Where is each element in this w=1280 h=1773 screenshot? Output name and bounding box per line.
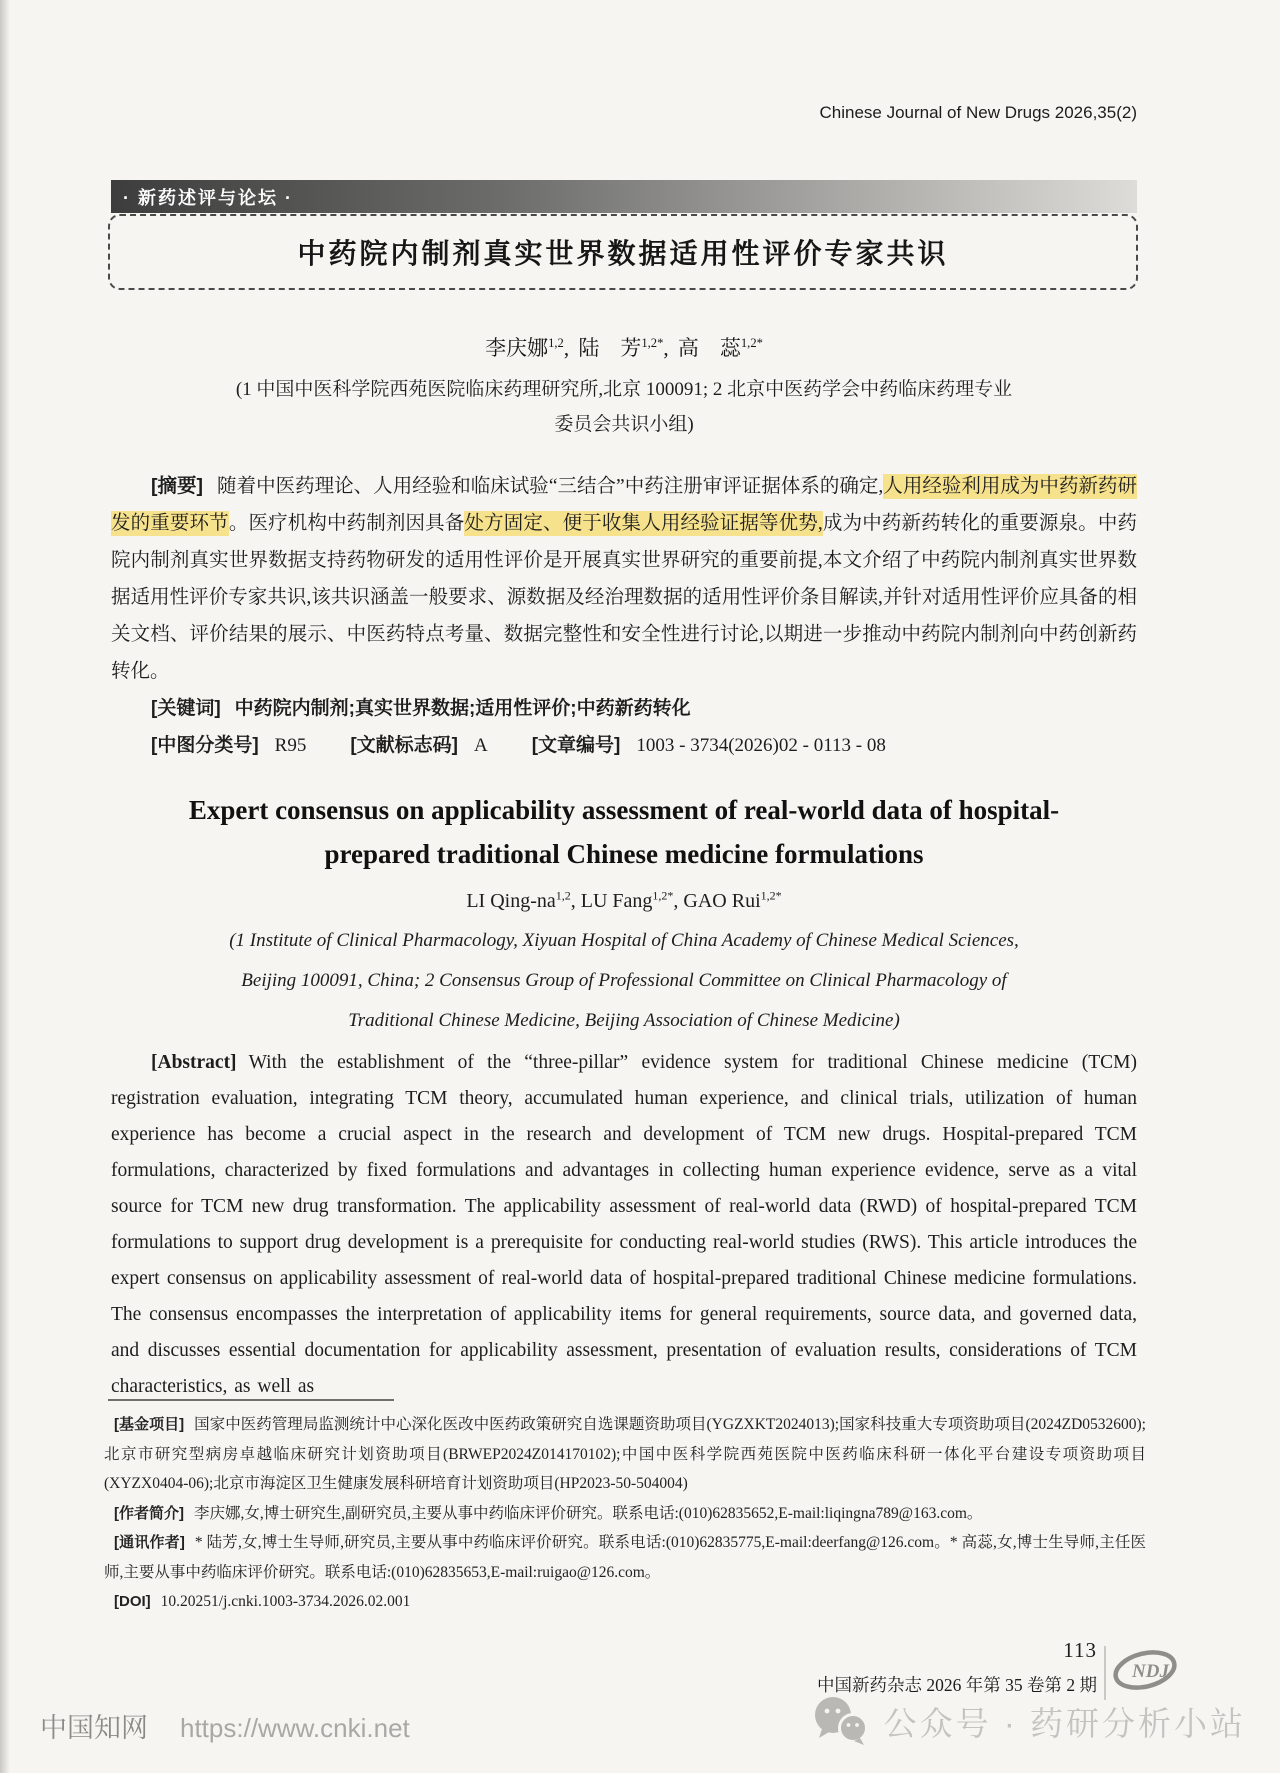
article-id-value: 1003 - 3734(2026)02 - 0113 - 08 bbox=[636, 735, 886, 756]
fund-label: [基金项目] bbox=[114, 1416, 185, 1433]
doi-text: 10.20251/j.cnki.1003-3734.2026.02.001 bbox=[160, 1593, 411, 1610]
affiliation-en bbox=[111, 921, 1137, 1041]
abstract-en-text: With the establishment of the “three-pillar” evidence system for traditional Chinese medicine (TCM) registration evaluation, integrating TCM theory, accumulated human experience, and clinical trials, utilization of human experience has become a crucial aspect in the research and development of TCM new drugs. Hospital-prepared TCM formulations, characterized by fixed formulations and advantages in collecting human experience evidence, serve as a vital source for TCM new drug transformation. The applicability assessment of real-world data (RWD) of hospital-prepared TCM formulations to support drug development is a prerequisite for conducting real-world studies (RWS). This article introduces the expert consensus on applicability assessment of real-world data of hospital-prepared traditional Chinese medicine formulations. The consensus encompasses the interpretation of applicability items for general requirements, source data, and governed data, and discusses essential documentation for applicability assessment, presentation of evaluation results, considerations of TCM characteristics, as well as bbox=[111, 1051, 1137, 1397]
authors-cn bbox=[111, 332, 1137, 362]
wechat-watermark bbox=[810, 1694, 1246, 1748]
author-separator: , bbox=[673, 889, 684, 912]
cnki-name: 中国知网 bbox=[40, 1713, 148, 1743]
author-name: LI Qing-na bbox=[466, 889, 556, 912]
abstract-cn-highlight: 人用经验利用成为中药新药研发的重要环节 bbox=[111, 476, 1137, 534]
footnote-corresponding-author bbox=[104, 1528, 1146, 1587]
title-box bbox=[108, 214, 1138, 290]
article-title-en: Expert consensus on applicability assessment of real-world data of hospital-prepared traditional Chinese medicine formulations bbox=[188, 795, 1060, 869]
affiliation-en-line3: Traditional Chinese Medicine, Beijing Association of Chinese Medicine) bbox=[348, 1009, 900, 1031]
clc-value: R95 bbox=[274, 735, 307, 756]
author-separator: , bbox=[563, 336, 570, 360]
authors-en bbox=[111, 888, 1137, 913]
footnotes bbox=[104, 1399, 1146, 1617]
page-number: 113 bbox=[1063, 1638, 1097, 1662]
author-name: 李庆娜 bbox=[485, 336, 549, 360]
journal-logo-text: NDJ bbox=[1132, 1661, 1169, 1682]
footnote-fund bbox=[104, 1410, 1146, 1499]
page-footer bbox=[817, 1638, 1097, 1697]
abstract-cn-segment: 成为中药新药转化的重要源泉。中药院内制剂真实世界数据支持药物研发的适用性评价是开展真实世界研究的重要前提,本文介绍了中药院内制剂真实世界数据适用性评价专家共识,该共识涵盖一般要求、源数据及经治理数据的适用性评价条目解读,并针对适用性评价应具备的相关文档、评价结果的展示、中医药特点考量、数据完整性和安全性进行讨论,以期进一步推动中药院内制剂向中药创新药转化。 bbox=[111, 513, 1137, 682]
journal-logo-icon bbox=[1112, 1644, 1178, 1696]
article-body bbox=[111, 468, 1137, 1405]
abstract-en-label: [Abstract] bbox=[151, 1051, 237, 1073]
abstract-cn bbox=[111, 468, 1137, 690]
corr-label: [通讯作者] bbox=[114, 1534, 185, 1551]
keywords-text: 中药院内制剂;真实世界数据;适用性评价;中药新药转化 bbox=[234, 698, 691, 719]
article-id-label: [文章编号] bbox=[531, 735, 621, 756]
author-superscript: 1,2* bbox=[641, 336, 664, 350]
abstract-cn-segment: 。医疗机构中药制剂因具备 bbox=[228, 513, 465, 534]
cnki-url-link[interactable]: https://www.cnki.net bbox=[180, 1713, 410, 1743]
affiliation-en-line2: Beijing 100091, China; 2 Consensus Group of Professional Committee on Clinical Pharmacology of bbox=[241, 969, 1007, 991]
footnote-doi bbox=[104, 1587, 1146, 1617]
corr-text: * 陆芳,女,博士生导师,研究员,主要从事中药临床评价研究。联系电话:(010)62835775,E-mail:deerfang@126.com。* 高蕊,女,博士生导师,主任医师,主要从事中药临床评价研究。联系电话:(010)62835653,E-mail:ruigao@126.com。 bbox=[104, 1534, 1146, 1581]
abstract-cn-label: [摘要] bbox=[151, 475, 204, 497]
clc-label: [中图分类号] bbox=[151, 735, 259, 756]
author-superscript: 1,2* bbox=[760, 888, 782, 902]
wechat-icon bbox=[810, 1694, 872, 1748]
keywords-label: [关键词] bbox=[151, 698, 221, 719]
author-separator: , bbox=[663, 336, 669, 360]
classification-line bbox=[111, 727, 1137, 764]
author-superscript: 1,2* bbox=[740, 336, 763, 350]
doc-code-value: A bbox=[474, 735, 488, 756]
footer-divider bbox=[1104, 1646, 1106, 1700]
author-name: 陆 芳 bbox=[578, 336, 642, 360]
author-name: 高 蕊 bbox=[677, 336, 741, 360]
author-en bbox=[683, 890, 781, 912]
fund-text: 国家中医药管理局监测统计中心深化医改中医药政策研究自选课题资助项目(YGZXKT2024013);国家科技重大专项资助项目(2024ZD0532600);北京市研究型病房卓越临床研究计划资助项目(BRWEP2024Z014170102);中国中医科学院西苑医院中医药临床科研一体化平台建设专项资助项目(XYZX0404-06);北京市海淀区卫生健康发展科研培育计划资助项目(HP2023-50-504004) bbox=[104, 1416, 1146, 1492]
column-banner-label: · 新药述评与论坛 · bbox=[123, 187, 293, 208]
author-cn bbox=[678, 336, 763, 360]
scan-edge-artifact bbox=[0, 0, 10, 1773]
column-banner bbox=[111, 180, 1137, 213]
author-name: GAO Rui bbox=[683, 889, 761, 912]
bio-text: 李庆娜,女,博士研究生,副研究员,主要从事中药临床评价研究。联系电话:(010)62835652,E-mail:liqingna789@163.com。 bbox=[194, 1504, 983, 1522]
cnki-watermark bbox=[40, 1706, 410, 1745]
journal-footer-line: 中国新药杂志 2026 年第 35 卷第 2 期 bbox=[817, 1675, 1097, 1695]
footnote-author-bio bbox=[104, 1499, 1146, 1529]
author-separator: , bbox=[570, 889, 581, 912]
doi-label: [DOI] bbox=[114, 1593, 151, 1610]
doc-code-label: [文献标志码] bbox=[350, 735, 458, 756]
author-name: LU Fang bbox=[580, 889, 653, 912]
abstract-en bbox=[111, 1045, 1137, 1405]
wechat-account-label: 公众号 · 药研分析小站 bbox=[883, 1704, 1246, 1742]
author-en bbox=[466, 890, 580, 912]
abstract-cn-highlight: 处方固定、便于收集人用经验证据等优势, bbox=[464, 513, 823, 534]
keywords-cn bbox=[111, 690, 1137, 727]
author-superscript: 1,2 bbox=[548, 336, 564, 350]
author-cn bbox=[485, 336, 569, 360]
article-title-cn: 中药院内制剂真实世界数据适用性评价专家共识 bbox=[297, 238, 949, 269]
author-superscript: 1,2* bbox=[652, 888, 674, 902]
footnote-rule bbox=[108, 1399, 394, 1401]
journal-header: Chinese Journal of New Drugs 2026,35(2) bbox=[819, 103, 1137, 122]
abstract-cn-segment: 随着中医药理论、人用经验和临床试验“三结合”中药注册审评证据体系的确定, bbox=[217, 476, 884, 497]
affiliation-cn-line1: (1 中国中医科学院西苑医院临床药理研究所,北京 100091; 2 北京中医药学会中药临床药理专业 bbox=[235, 379, 1013, 400]
affiliation-en-line1: (1 Institute of Clinical Pharmacology, Xiyuan Hospital of China Academy of Chinese Medical Sciences, bbox=[229, 929, 1019, 951]
author-superscript: 1,2 bbox=[555, 888, 571, 902]
author-en bbox=[581, 890, 684, 912]
bio-label: [作者简介] bbox=[114, 1504, 184, 1522]
affiliation-cn-line2: 委员会共识小组) bbox=[554, 414, 694, 435]
author-cn bbox=[578, 336, 668, 360]
